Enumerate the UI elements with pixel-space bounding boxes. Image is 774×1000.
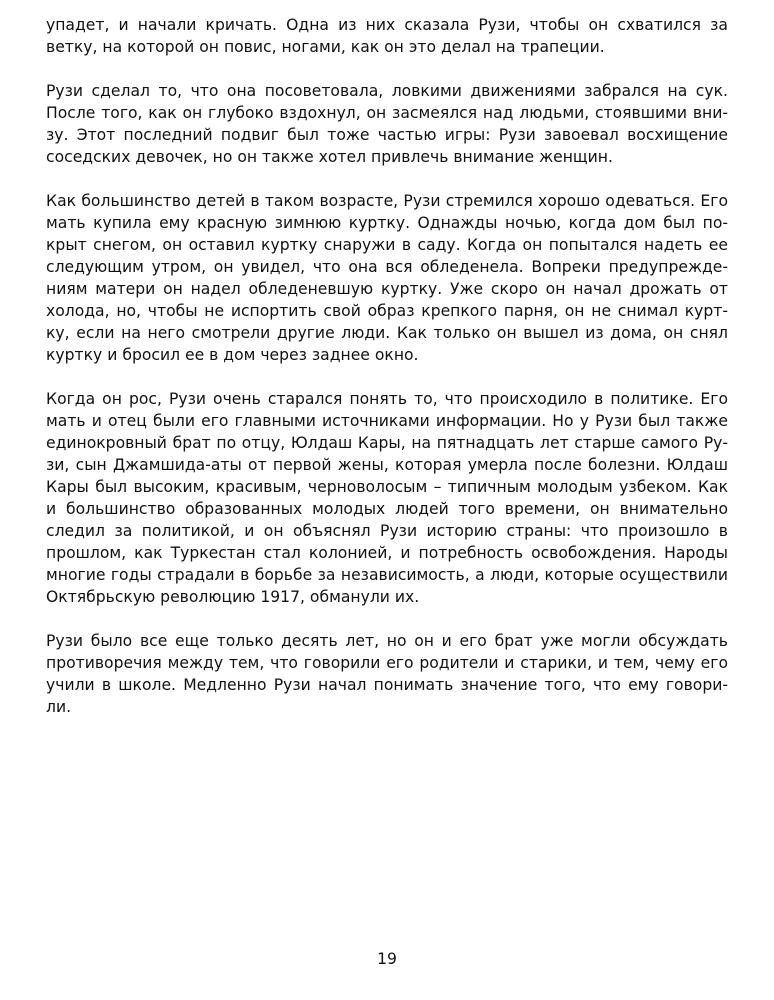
text-line: ли. (46, 698, 72, 716)
text-line: Как большинство детей в таком возрасте, Рузи стремился хорошо одеваться. Его (46, 192, 728, 210)
page-number: 19 (377, 950, 397, 968)
text-body (46, 14, 728, 740)
text-line: учили в школе. Медленно Рузи начал понимать значение того, что ему говори- (46, 676, 728, 694)
text-line: соседских девочек, но он также хотел привлечь внимание женщин. (46, 148, 613, 166)
text-line: прошлом, как Туркестан стал колонией, и потребность освобождения. Народы (46, 544, 728, 562)
paragraph-5 (46, 630, 728, 718)
paragraph-3 (46, 190, 728, 366)
text-line: ку, если на него смотрели другие люди. Как только он вышел из дома, он снял (46, 324, 728, 342)
text-line: мать и отец были его главными источниками информации. Но у Рузи был также (46, 412, 728, 430)
text-line: упадет, и начали кричать. Одна из них сказала Рузи, чтобы он схватился за (46, 16, 728, 34)
text-line: куртку и бросил ее в дом через заднее окно. (46, 346, 419, 364)
paragraph-1 (46, 14, 728, 58)
text-line: Кары был высоким, красивым, черноволосым – типичным молодым узбеком. Как (46, 478, 728, 496)
text-line: Рузи сделал то, что она посоветовала, ловкими движениями забрался на сук. (46, 82, 728, 100)
text-line: Октябрьскую революцию 1917, обманули их. (46, 588, 420, 606)
paragraph-2 (46, 80, 728, 168)
text-line: ветку, на которой он повис, ногами, как он это делал на трапеции. (46, 38, 605, 56)
text-line: крыт снегом, он оставил куртку снаружи в саду. Когда он попытался надеть ее (46, 236, 728, 254)
text-line: и большинство образованных молодых людей того времени, он внимательно (46, 500, 728, 518)
text-line: многие годы страдали в борьбе за независимость, а люди, которые осуществили (46, 566, 728, 584)
paragraph-4 (46, 388, 728, 608)
text-line: единокровный брат по отцу, Юлдаш Кары, на пятнадцать лет старше самого Ру- (46, 434, 728, 452)
text-line: зу. Этот последний подвиг был тоже частью игры: Рузи завоевал восхищение (46, 126, 728, 144)
text-line: противоречия между тем, что говорили его родители и старики, и тем, чему его (46, 654, 728, 672)
text-line: Когда он рос, Рузи очень старался понять то, что происходило в политике. Его (46, 390, 728, 408)
text-line: зи, сын Джамшида-аты от первой жены, которая умерла после болезни. Юлдаш (46, 456, 728, 474)
text-line: Рузи было все еще только десять лет, но он и его брат уже могли обсуждать (46, 632, 728, 650)
text-line: После того, как он глубоко вздохнул, он засмеялся над людьми, стоявшими вни- (46, 104, 728, 122)
text-line: мать купила ему красную зимнюю куртку. Однажды ночью, когда дом был по- (46, 214, 728, 232)
text-line: холода, но, чтобы не испортить свой образ крепкого парня, он не снимал курт- (46, 302, 728, 320)
text-line: следил за политикой, и он объяснял Рузи историю страны: что произошло в (46, 522, 728, 540)
text-line: следующим утром, он увидел, что она вся обледенела. Вопреки предупрежде- (46, 258, 728, 276)
text-line: ниям матери он надел обледеневшую куртку. Уже скоро он начал дрожать от (46, 280, 728, 298)
